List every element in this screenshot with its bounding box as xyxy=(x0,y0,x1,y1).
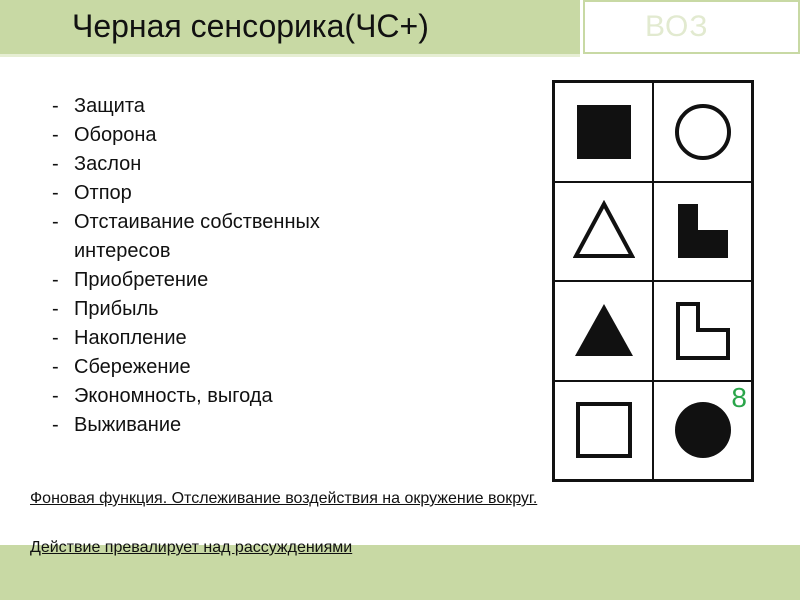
filled-l-shape-icon xyxy=(672,200,734,262)
outline-circle-icon xyxy=(672,101,734,163)
list-item: - Сбережение xyxy=(52,356,191,378)
outline-square-icon xyxy=(573,399,635,461)
list-item: - Выживание xyxy=(52,414,182,436)
filled-triangle-icon xyxy=(573,300,635,362)
grid-cell xyxy=(653,381,752,481)
list-item: - Заслон xyxy=(52,153,142,175)
grid-cell xyxy=(554,381,653,481)
page-title: Черная сенсорика(ЧС+) xyxy=(72,8,429,44)
faded-title-text: ВОЗ xyxy=(645,10,709,43)
outline-l-shape-icon xyxy=(672,300,734,362)
list-item: - Отпор xyxy=(52,182,132,204)
number-badge: 8 xyxy=(731,381,747,413)
list-item: - Прибыль xyxy=(52,298,159,320)
list-item: - Накопление xyxy=(52,327,187,349)
list-item: - Приобретение xyxy=(52,269,209,291)
grid-cell xyxy=(554,82,653,182)
grid-cell xyxy=(653,281,752,381)
list-item: - Оборона xyxy=(52,124,157,146)
background-function-note: Фоновая функция. Отслеживание воздействия на окружение вокруг. xyxy=(30,490,538,507)
title-side-box xyxy=(583,0,800,54)
filled-circle-icon xyxy=(672,399,734,461)
list-item: - Защита xyxy=(52,95,145,117)
grid-cell xyxy=(554,182,653,282)
list-item: - Экономность, выгода xyxy=(52,385,273,407)
symbol-grid xyxy=(552,80,754,482)
traits-list xyxy=(52,92,412,440)
grid-cell xyxy=(653,182,752,282)
list-item: - Отстаивание собственных интересов xyxy=(52,211,320,262)
outline-triangle-icon xyxy=(573,200,635,262)
filled-square-icon xyxy=(573,101,635,163)
grid-cell xyxy=(653,82,752,182)
action-note: Действие превалирует над рассуждениями xyxy=(30,539,353,556)
grid-cell xyxy=(554,281,653,381)
title-bar xyxy=(0,0,580,57)
